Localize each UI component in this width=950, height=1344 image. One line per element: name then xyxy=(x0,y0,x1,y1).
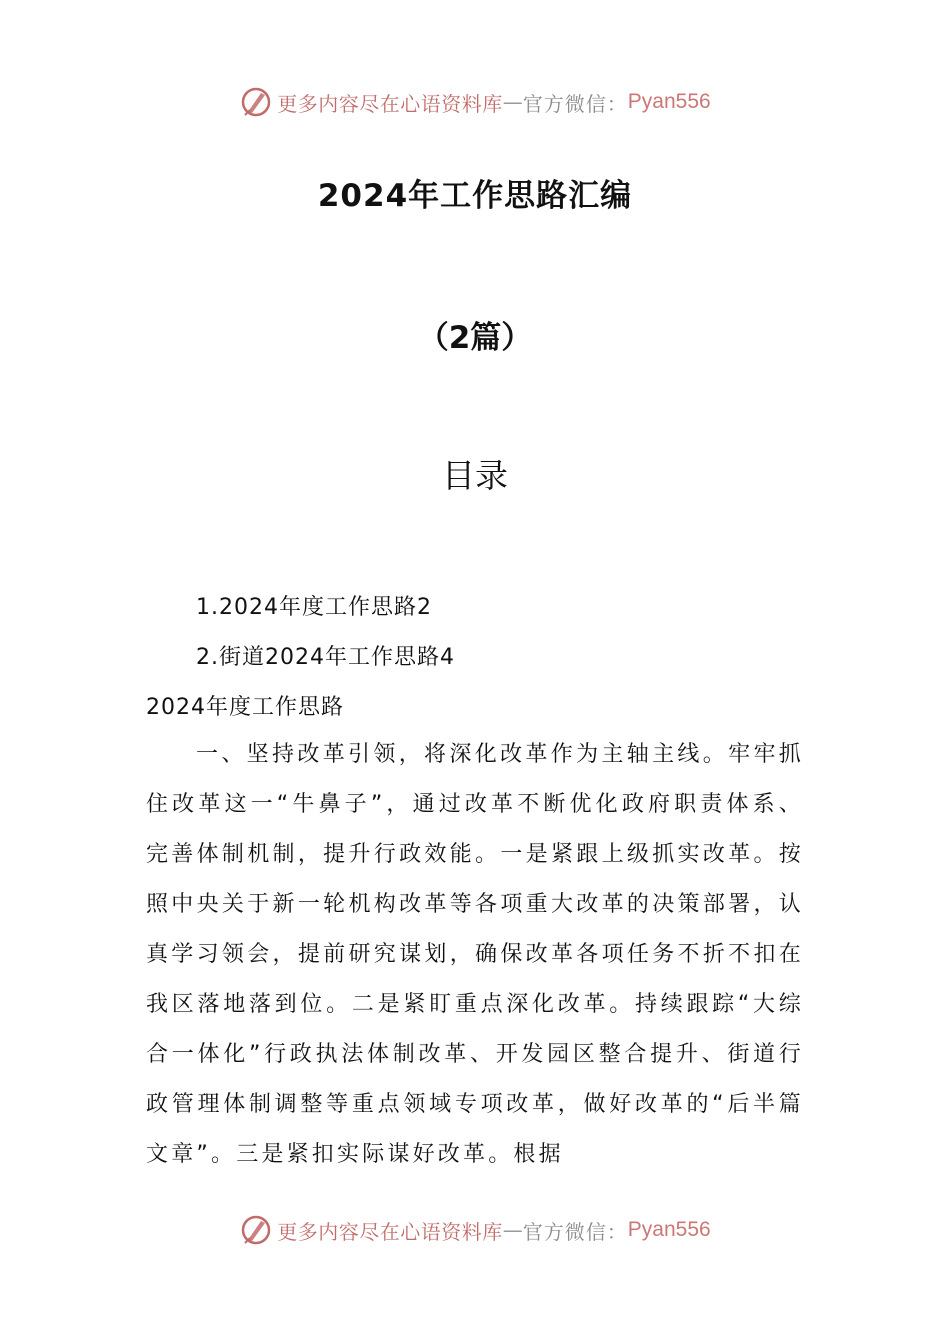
watermark-banner-bottom xyxy=(0,1210,950,1250)
watermark-wechat-label: 官方微信： xyxy=(522,1219,628,1244)
watermark-wechat-id: Pyan556 xyxy=(627,1218,711,1241)
watermark-wechat-id: Pyan556 xyxy=(627,90,711,113)
toc-item[interactable]: 1.2024年度工作思路2 xyxy=(196,595,432,620)
watermark-wechat-label: 官方微信： xyxy=(522,91,628,116)
quill-pen-circle-icon xyxy=(239,85,273,119)
watermark-text: 更多内容尽在心语资料库 xyxy=(277,1219,503,1244)
body-paragraph: 一、坚持改革引领，将深化改革作为主轴主线。牢牢抓住改革这一“牛鼻子”，通过改革不断优化政府职责体系、完善体制机制，提升行政效能。一是紧跟上级抓实改革。按照中央关于新一轮机构改革等各项重大改革的决策部署，认真学习领会，提前研究谋划，确保改革各项任务不折不扣在我区落地落到位。二是紧盯重点深化改革。持续跟踪“大综合一体化”行政执法体制改革、开发园区整合提升、街道行政管理体制调整等重点领域专项改革，做好改革的“后半篇文章”。三是紧扣实际谋好改革。根据 xyxy=(146,742,804,1167)
watermark-dash: — xyxy=(502,90,523,114)
document-subtitle: （2篇） xyxy=(417,320,533,356)
watermark-banner-top xyxy=(0,82,950,122)
toc-heading: 目录 xyxy=(442,456,508,495)
watermark-text: 更多内容尽在心语资料库 xyxy=(277,91,503,116)
toc-item[interactable]: 2.街道2024年工作思路4 xyxy=(196,645,455,670)
quill-pen-circle-icon xyxy=(239,1213,273,1247)
document-title: 2024年工作思路汇编 xyxy=(317,178,633,214)
watermark-dash: — xyxy=(502,1218,523,1242)
section-heading: 2024年度工作思路 xyxy=(146,695,344,720)
